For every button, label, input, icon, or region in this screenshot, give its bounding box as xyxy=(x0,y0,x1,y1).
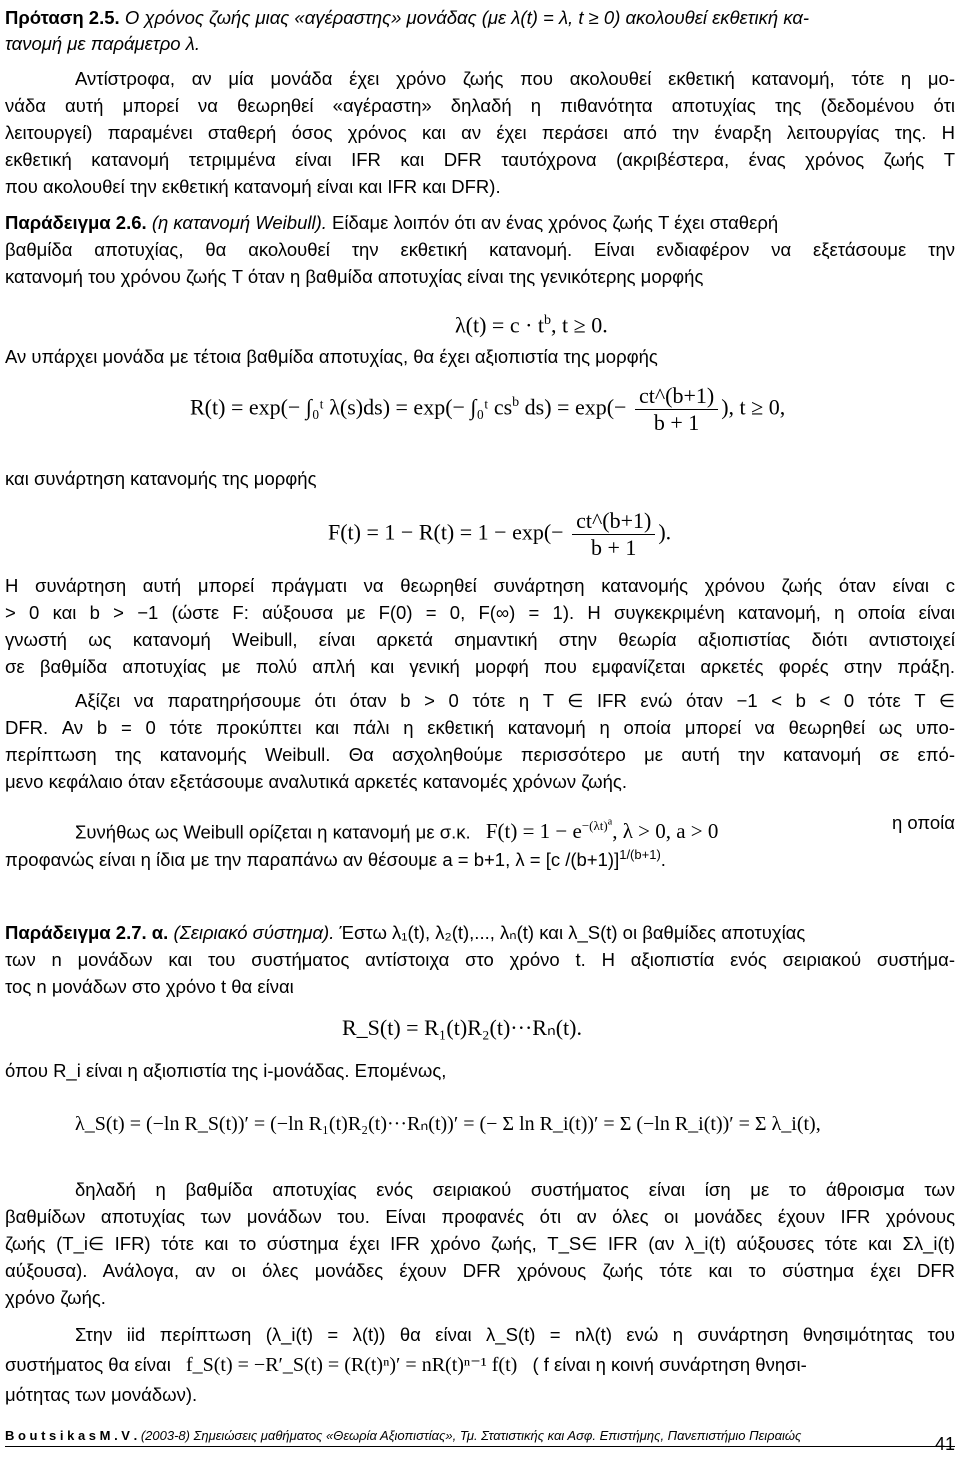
example26-line-2: βαθμίδα αποτυχίας, θα ακολουθεί την εκθετική κατανομή. Είναι ενδιαφέρον να εξετάσουμε την xyxy=(5,239,955,260)
example26-line-3: κατανομή του χρόνου ζωής T όταν η βαθμίδα αποτυχίας είναι της γενικότερης μορφής xyxy=(5,266,704,287)
example27-label: Παράδειγμα 2.7. α. xyxy=(5,922,169,943)
example26-text: Είδαμε λοιπόν ότι αν ένας χρόνος ζωής T έχει σταθερή xyxy=(332,212,779,233)
para-note-4: μενο κεφάλαιο όταν εξετάσουμε αναλυτικά αρκετές κατανομές χρόνων ζωής. xyxy=(5,771,627,792)
example26-title: (η κατανομή Weibull). xyxy=(151,212,327,233)
reliability-fraction: $\frac{ct\^{}(b+1)}{b + 1}$ xyxy=(635,383,718,436)
cdf-intro: και συνάρτηση κατανομής της μορφής xyxy=(5,468,317,489)
example27-line-1: Παράδειγμα 2.7. α. (Σειριακό σύστημα). Έστω λ₁(t), λ₂(t),..., λₙ(t) και λ_S(t) οι βαθμίδες αποτυχίας xyxy=(5,922,806,943)
proposition-statement: Ο χρόνος ζωής μιας «αγέραστης» μονάδας (με λ(t) = λ, t ≥ 0) ακολουθεί εκθετική κα- xyxy=(124,7,810,28)
equation-cdf: F(t) = 1 − R(t) = 1 − exp(− $\frac{ct\^{}(b+1)}{b + 1}$ ). xyxy=(328,508,672,560)
para1-line-2: νάδα αυτή μπορεί να θεωρηθεί «αγέραστη» δηλαδή η πιθανότητα αποτυχίας της (δεδομένου ότι xyxy=(5,95,955,116)
para-after-3: γνωστή ως κατανομή Weibull, είναι αρκετά σημαντική στην θεωρία αξιοπιστίας διότι αντιστοιχεί xyxy=(5,629,955,650)
iid-line-1: Στην iid περίπτωση (λ_i(t) = λ(t)) θα είναι λ_S(t) = nλ(t) ενώ η συνάρτηση θνησιμότητας του xyxy=(75,1324,955,1345)
para1-line-4: εκθετική κατανομή τετριμμένα είναι IFR και DFR ταυτόχρονα (ακριβέστερα, ένας χρόνος ζωής T xyxy=(5,149,955,170)
para-note-3: περίπτωση της κατανομής Weibull. Θα ασχοληθούμε περισσότερο με αυτή την κατανομή σε επό- xyxy=(5,744,955,765)
equation-series-reliability: R_S(t) = R₁(t)R₂(t)···Rₙ(t). xyxy=(342,1015,582,1040)
example27-line-2: των n μονάδων και του συστήματος αντίστοιχα στο χρόνο t. Η αξιοπιστία ενός σειριακού συστήμα- xyxy=(5,949,955,970)
proposition-label: Πρόταση 2.5. xyxy=(5,7,120,28)
page-number: 41 xyxy=(934,1434,955,1454)
example26-label: Παράδειγμα 2.6. xyxy=(5,212,147,233)
proposition-line-2 xyxy=(5,31,955,57)
example27-para-2: βαθμίδων αποτυχίας των μονάδων του. Είναι προφανές ότι αν όλες οι μονάδες έχουν IFR χρόνους xyxy=(5,1206,955,1227)
example27-para-3: ζωής (T_i∈ IFR) τότε και το σύστημα έχει IFR χρόνο ζωής, T_S∈ IFR (αν λ_i(t) αύξουσες τότε και Σλ_i(t) xyxy=(5,1233,955,1254)
footer-citation: B o u t s i k a s M . V . (2003-8) Σημειώσεις μαθήματος «Θεωρία Αξιοπιστίας», Τμ. Στατιστικής και Ασφ. Επιστήμης, Πανεπιστήμιο Πειραιώς xyxy=(5,1428,802,1443)
para-note-1: Αξίζει να παρατηρήσουμε ότι όταν b > 0 τότε η T ∈ IFR ενώ όταν −1 < b < 0 τότε T ∈ xyxy=(75,690,955,711)
para-after-2: > 0 και b > −1 (ώστε F: αύξουσα με F(0) = 0, F(∞) = 1). Η συγκεκριμένη κατανομή, η οποία είναι xyxy=(5,602,955,623)
footer-rule xyxy=(5,1446,955,1447)
cdf-fraction: $\frac{ct\^{}(b+1)}{b + 1}$ xyxy=(572,508,655,561)
para1-line-3: λειτουργεί) παραμένει σταθερή όσος χρόνος και αν έχει περάσει από την έναρξη λειτουργίας της. Η xyxy=(5,122,955,143)
example27-para-5: χρόνο ζωής. xyxy=(5,1287,106,1308)
proposition-line-1 xyxy=(5,5,955,31)
para-after-1: Η συνάρτηση αυτή μπορεί πράγματι να θεωρηθεί συνάρτηση κατανομής χρόνου ζωής όταν είναι c xyxy=(5,575,955,596)
example27-line-3: τος n μονάδων στο χρόνο t θα είναι xyxy=(5,976,294,997)
example26-line-1 xyxy=(5,210,955,236)
example27-title: (Σειριακό σύστημα). xyxy=(173,922,335,943)
para-note-2: DFR. Αν b = 0 τότε προκύπτει και πάλι η εκθετική κατανομή η οποία μπορεί να θεωρηθεί ως υπο- xyxy=(5,717,955,738)
iid-line-2: συστήματος θα είναι f_S(t) = −R′_S(t) = (R(t)ⁿ)′ = nR(t)ⁿ⁻¹ f(t) ( f είναι η κοινή συνάρτηση θνησι- xyxy=(5,1354,807,1376)
example27-where: όπου R_i είναι η αξιοπιστία της i-μονάδας. Επομένως, xyxy=(5,1060,447,1081)
weibull-def-line: Συνήθως ως Weibull ορίζεται η κατανομή με σ.κ. $F(t) = 1 - e^{-(\lambda t)^a}$, λ > 0, a > 0 η οποία xyxy=(75,812,955,844)
page-footer xyxy=(5,1428,955,1454)
line-after-hazard: Αν υπάρχει μονάδα με τέτοια βαθμίδα αποτυχίας, θα έχει αξιοπιστία της μορφής xyxy=(5,346,658,367)
equation-reliability: R(t) = exp(− ∫₀ᵗ λ(s)ds) = exp(− ∫₀ᵗ $cs^b$ ds) = exp(− $\frac{ct\^{}(b+1)}{b + 1}$ ), t ≥ 0, xyxy=(190,383,786,435)
para1-line-5: που ακολουθεί την εκθετική κατανομή είναι και IFR και DFR). xyxy=(5,176,501,197)
equation-hazard-sum: λ_S(t) = (−ln R_S(t))′ = (−ln R₁(t)R₂(t)···Rₙ(t))′ = (− Σ ln R_i(t))′ = Σ (−ln R_i(t))′ = Σ λ_i(t), xyxy=(75,1113,821,1135)
para-after-4: σε βαθμίδα αποτυχίας με πολύ απλή και γενική μορφή που εμφανίζεται αρκετές φορές στην πράξη. xyxy=(5,656,955,677)
iid-line-3: μότητας των μονάδων). xyxy=(5,1384,198,1405)
para1-line-1: Αντίστροφα, αν μία μονάδα έχει χρόνο ζωής που ακολουθεί εκθετική κατανομή, τότε η μο- xyxy=(75,68,955,89)
proposition-statement-cont: τανομή με παράμετρο λ. xyxy=(5,33,200,54)
weibull-def-line-2: προφανώς είναι η ίδια με την παραπάνω αν θέσουμε a = b+1, λ = [c /(b+1)]$^{1/(b+1)}$. xyxy=(5,847,666,871)
equation-hazard: $\lambda(t) = c \cdot t^b$, t ≥ 0. xyxy=(455,312,608,338)
example27-para-4: αύξουσα). Ανάλογα, αν οι όλες μονάδες έχουν DFR χρόνους ζωής τότε και το σύστημα έχει DFR xyxy=(5,1260,955,1281)
example27-para-1: δηλαδή η βαθμίδα αποτυχίας ενός σειριακού συστήματος είναι ίση με το άθροισμα των xyxy=(75,1179,955,1200)
